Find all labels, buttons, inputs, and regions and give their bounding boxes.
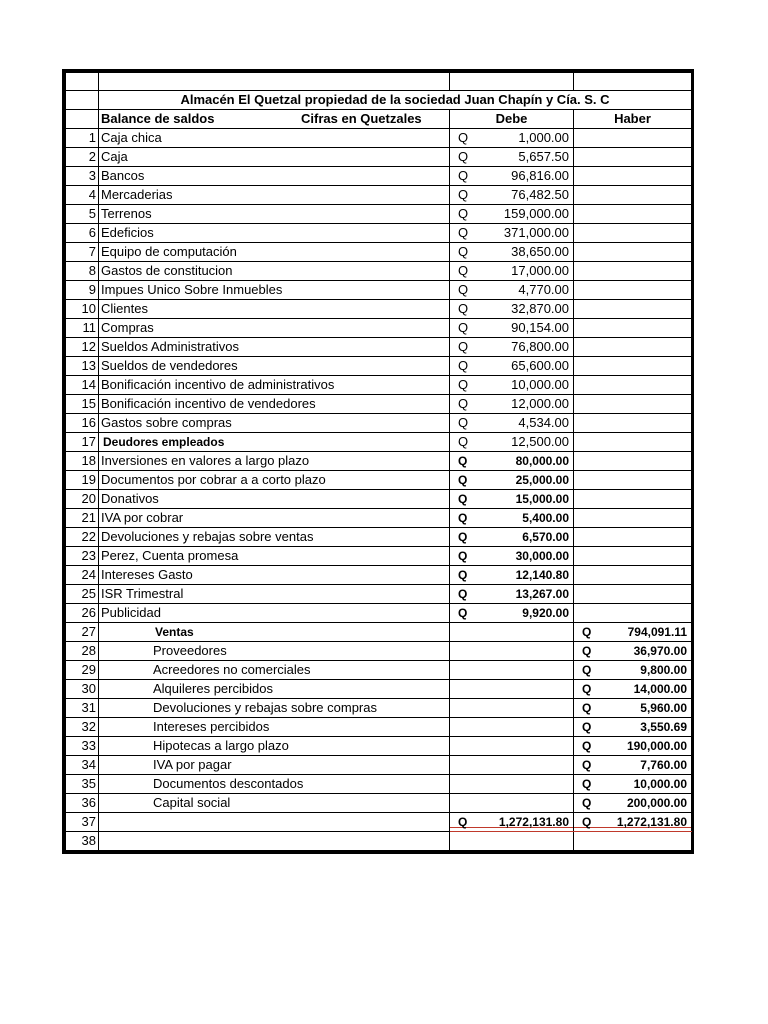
currency-symbol: Q bbox=[458, 168, 469, 184]
debit-row bbox=[66, 604, 692, 623]
empty-cell[interactable] bbox=[574, 414, 692, 433]
row-number[interactable]: 5 bbox=[66, 205, 99, 224]
currency-symbol: Q bbox=[458, 815, 468, 830]
empty-cell[interactable] bbox=[574, 186, 692, 205]
currency-symbol: Q bbox=[458, 206, 469, 222]
row-number[interactable]: 25 bbox=[66, 585, 99, 604]
empty-cell[interactable] bbox=[450, 718, 574, 737]
amount-cell[interactable] bbox=[450, 585, 574, 604]
account-name[interactable]: Deudores empleados bbox=[99, 433, 450, 452]
amount-value: 12,500.00 bbox=[511, 434, 569, 450]
debit-row bbox=[66, 414, 692, 433]
empty-cell[interactable] bbox=[450, 737, 574, 756]
header-subtitle: Cifras en Quetzales bbox=[301, 111, 422, 127]
empty-cell[interactable] bbox=[574, 433, 692, 452]
credit-row bbox=[66, 642, 692, 661]
row-number[interactable]: 35 bbox=[66, 775, 99, 794]
amount-cell[interactable] bbox=[450, 186, 574, 205]
debit-row bbox=[66, 585, 692, 604]
account-name[interactable]: Caja chica bbox=[99, 129, 450, 148]
currency-symbol: Q bbox=[458, 339, 469, 355]
row-number[interactable]: 12 bbox=[66, 338, 99, 357]
debit-row bbox=[66, 433, 692, 452]
row-number[interactable]: 20 bbox=[66, 490, 99, 509]
currency-symbol: Q bbox=[458, 282, 469, 298]
currency-symbol: Q bbox=[582, 701, 592, 716]
amount-cell[interactable] bbox=[450, 813, 574, 832]
row-number[interactable]: 19 bbox=[66, 471, 99, 490]
empty-cell[interactable] bbox=[450, 756, 574, 775]
debit-row bbox=[66, 319, 692, 338]
amount-cell[interactable] bbox=[450, 414, 574, 433]
account-name[interactable]: Gastos sobre compras bbox=[99, 414, 450, 433]
currency-symbol: Q bbox=[458, 549, 468, 564]
row-number[interactable]: 9 bbox=[66, 281, 99, 300]
debit-row bbox=[66, 300, 692, 319]
amount-cell[interactable] bbox=[450, 243, 574, 262]
empty-cell[interactable] bbox=[574, 148, 692, 167]
balance-sheet bbox=[62, 69, 694, 854]
currency-symbol: Q bbox=[458, 415, 469, 431]
amount-value: 9,800.00 bbox=[640, 663, 687, 678]
header-debe[interactable]: Debe bbox=[450, 110, 574, 129]
account-name[interactable]: Terrenos bbox=[99, 205, 450, 224]
currency-symbol: Q bbox=[458, 377, 469, 393]
account-name[interactable]: Mercaderias bbox=[99, 186, 450, 205]
currency-symbol: Q bbox=[582, 796, 592, 811]
empty-cell[interactable] bbox=[574, 490, 692, 509]
account-name[interactable]: ISR Trimestral bbox=[99, 585, 450, 604]
amount-value: 13,267.00 bbox=[515, 587, 569, 602]
row-number[interactable]: 2 bbox=[66, 148, 99, 167]
amount-cell[interactable] bbox=[450, 547, 574, 566]
account-name[interactable]: Edeficios bbox=[99, 224, 450, 243]
account-name[interactable]: Capital social bbox=[99, 794, 450, 813]
empty-cell[interactable] bbox=[450, 775, 574, 794]
amount-cell[interactable] bbox=[450, 471, 574, 490]
amount-cell[interactable] bbox=[450, 262, 574, 281]
amount-value: 1,272,131.80 bbox=[498, 815, 569, 830]
credit-row bbox=[66, 718, 692, 737]
amount-value: 159,000.00 bbox=[503, 206, 569, 222]
account-name[interactable]: Bonificación incentivo de administrativos bbox=[99, 376, 450, 395]
empty-cell[interactable] bbox=[99, 832, 450, 851]
debit-row bbox=[66, 224, 692, 243]
credit-row bbox=[66, 623, 692, 642]
amount-value: 96,816.00 bbox=[511, 168, 569, 184]
amount-cell[interactable] bbox=[574, 718, 692, 737]
account-name[interactable]: Ventas bbox=[99, 623, 450, 642]
empty-cell[interactable] bbox=[574, 300, 692, 319]
amount-value: 12,000.00 bbox=[511, 396, 569, 412]
row-number[interactable]: 18 bbox=[66, 452, 99, 471]
amount-cell[interactable] bbox=[574, 775, 692, 794]
amount-cell[interactable] bbox=[450, 376, 574, 395]
credit-row bbox=[66, 680, 692, 699]
account-name[interactable]: Acreedores no comerciales bbox=[99, 661, 450, 680]
currency-symbol: Q bbox=[582, 758, 592, 773]
credit-row bbox=[66, 794, 692, 813]
empty-cell[interactable] bbox=[574, 585, 692, 604]
empty-cell[interactable] bbox=[574, 566, 692, 585]
currency-symbol: Q bbox=[458, 454, 468, 469]
currency-symbol: Q bbox=[458, 320, 469, 336]
account-name[interactable]: Equipo de computación bbox=[99, 243, 450, 262]
amount-cell[interactable] bbox=[450, 300, 574, 319]
amount-cell[interactable] bbox=[450, 509, 574, 528]
debit-row bbox=[66, 566, 692, 585]
amount-value: 4,534.00 bbox=[518, 415, 569, 431]
amount-cell[interactable] bbox=[574, 737, 692, 756]
row-number[interactable]: 13 bbox=[66, 357, 99, 376]
debit-row bbox=[66, 547, 692, 566]
row-number[interactable]: 26 bbox=[66, 604, 99, 623]
account-name[interactable]: Proveedores bbox=[99, 642, 450, 661]
debit-row bbox=[66, 528, 692, 547]
amount-cell[interactable] bbox=[574, 642, 692, 661]
empty-cell[interactable] bbox=[574, 243, 692, 262]
amount-cell[interactable] bbox=[450, 528, 574, 547]
amount-cell[interactable] bbox=[450, 129, 574, 148]
row-number[interactable]: 27 bbox=[66, 623, 99, 642]
row-number[interactable]: 17 bbox=[66, 433, 99, 452]
account-name[interactable]: Publicidad bbox=[99, 604, 450, 623]
empty-cell[interactable] bbox=[450, 680, 574, 699]
amount-value: 371,000.00 bbox=[503, 225, 569, 241]
amount-cell[interactable] bbox=[450, 224, 574, 243]
currency-symbol: Q bbox=[458, 606, 468, 621]
account-name[interactable]: Caja bbox=[99, 148, 450, 167]
currency-symbol: Q bbox=[582, 777, 592, 792]
account-name[interactable]: Clientes bbox=[99, 300, 450, 319]
empty-cell[interactable] bbox=[574, 224, 692, 243]
debit-row bbox=[66, 490, 692, 509]
total-row bbox=[66, 813, 692, 832]
amount-value: 90,154.00 bbox=[511, 320, 569, 336]
amount-value: 200,000.00 bbox=[626, 796, 687, 811]
amount-value: 76,482.50 bbox=[511, 187, 569, 203]
empty-cell[interactable] bbox=[450, 623, 574, 642]
row-number[interactable]: 32 bbox=[66, 718, 99, 737]
row-number[interactable]: 6 bbox=[66, 224, 99, 243]
currency-symbol: Q bbox=[582, 720, 592, 735]
empty-cell[interactable] bbox=[574, 338, 692, 357]
row-number[interactable]: 31 bbox=[66, 699, 99, 718]
account-name[interactable]: Perez, Cuenta promesa bbox=[99, 547, 450, 566]
currency-symbol: Q bbox=[458, 358, 469, 374]
empty-cell[interactable] bbox=[574, 547, 692, 566]
account-name[interactable]: Sueldos de vendedores bbox=[99, 357, 450, 376]
currency-symbol: Q bbox=[582, 739, 592, 754]
header-cell[interactable] bbox=[99, 110, 450, 129]
currency-symbol: Q bbox=[458, 301, 469, 317]
empty-cell[interactable] bbox=[574, 376, 692, 395]
debit-row bbox=[66, 205, 692, 224]
credit-row bbox=[66, 699, 692, 718]
account-name[interactable]: Inversiones en valores a largo plazo bbox=[99, 452, 450, 471]
amount-cell[interactable] bbox=[574, 623, 692, 642]
row-number[interactable]: 34 bbox=[66, 756, 99, 775]
currency-symbol: Q bbox=[582, 815, 592, 830]
amount-value: 17,000.00 bbox=[511, 263, 569, 279]
currency-symbol: Q bbox=[582, 682, 592, 697]
row-number[interactable]: 23 bbox=[66, 547, 99, 566]
currency-symbol: Q bbox=[458, 434, 469, 450]
header-row bbox=[66, 110, 692, 129]
amount-cell[interactable] bbox=[450, 452, 574, 471]
amount-value: 5,960.00 bbox=[640, 701, 687, 716]
row-number[interactable]: 38 bbox=[66, 832, 99, 851]
amount-value: 65,600.00 bbox=[511, 358, 569, 374]
amount-cell[interactable] bbox=[450, 395, 574, 414]
amount-cell[interactable] bbox=[450, 319, 574, 338]
row-number[interactable]: 11 bbox=[66, 319, 99, 338]
row-number[interactable]: 29 bbox=[66, 661, 99, 680]
amount-value: 32,870.00 bbox=[511, 301, 569, 317]
debit-row bbox=[66, 167, 692, 186]
currency-symbol: Q bbox=[582, 625, 592, 640]
debit-row bbox=[66, 243, 692, 262]
empty-cell[interactable] bbox=[574, 205, 692, 224]
amount-cell[interactable] bbox=[574, 813, 692, 832]
account-name[interactable]: Alquileres percibidos bbox=[99, 680, 450, 699]
row-number[interactable]: 15 bbox=[66, 395, 99, 414]
title-row bbox=[66, 91, 692, 110]
amount-cell[interactable] bbox=[574, 699, 692, 718]
currency-symbol: Q bbox=[458, 530, 468, 545]
empty-cell[interactable] bbox=[450, 699, 574, 718]
account-name[interactable]: Compras bbox=[99, 319, 450, 338]
row-number[interactable]: 4 bbox=[66, 186, 99, 205]
credit-row bbox=[66, 737, 692, 756]
amount-value: 794,091.11 bbox=[627, 625, 687, 640]
amount-value: 190,000.00 bbox=[626, 739, 687, 754]
credit-row bbox=[66, 661, 692, 680]
amount-cell[interactable] bbox=[450, 338, 574, 357]
empty-cell[interactable] bbox=[450, 642, 574, 661]
account-name[interactable]: Intereses percibidos bbox=[99, 718, 450, 737]
row-number[interactable]: 28 bbox=[66, 642, 99, 661]
empty-cell[interactable] bbox=[574, 509, 692, 528]
amount-value: 30,000.00 bbox=[515, 549, 569, 564]
blank-top-row bbox=[66, 73, 692, 91]
row-number[interactable]: 14 bbox=[66, 376, 99, 395]
currency-symbol: Q bbox=[458, 587, 468, 602]
empty-cell[interactable] bbox=[99, 813, 450, 832]
amount-value: 7,760.00 bbox=[640, 758, 687, 773]
currency-symbol: Q bbox=[458, 511, 468, 526]
account-name[interactable]: IVA por pagar bbox=[99, 756, 450, 775]
empty-cell[interactable] bbox=[574, 129, 692, 148]
row-number[interactable]: 8 bbox=[66, 262, 99, 281]
amount-value: 5,657.50 bbox=[518, 149, 569, 165]
empty-cell[interactable] bbox=[574, 832, 692, 851]
amount-value: 80,000.00 bbox=[515, 454, 569, 469]
amount-cell[interactable] bbox=[450, 357, 574, 376]
amount-cell[interactable] bbox=[574, 756, 692, 775]
currency-symbol: Q bbox=[582, 663, 592, 678]
account-name[interactable]: IVA por cobrar bbox=[99, 509, 450, 528]
empty-cell[interactable] bbox=[450, 794, 574, 813]
empty-cell[interactable] bbox=[574, 262, 692, 281]
row-number[interactable]: 37 bbox=[66, 813, 99, 832]
amount-cell[interactable] bbox=[450, 167, 574, 186]
header-label: Balance de saldos bbox=[101, 111, 215, 127]
account-name[interactable]: Documentos descontados bbox=[99, 775, 450, 794]
debit-row bbox=[66, 357, 692, 376]
amount-value: 38,650.00 bbox=[511, 244, 569, 260]
currency-symbol: Q bbox=[458, 263, 469, 279]
amount-cell[interactable] bbox=[450, 604, 574, 623]
debit-row bbox=[66, 509, 692, 528]
amount-value: 1,000.00 bbox=[518, 130, 569, 146]
amount-cell[interactable] bbox=[450, 281, 574, 300]
account-name[interactable]: Devoluciones y rebajas sobre compras bbox=[99, 699, 450, 718]
amount-value: 9,920.00 bbox=[522, 606, 569, 621]
account-name[interactable]: Documentos por cobrar a a corto plazo bbox=[99, 471, 450, 490]
header-haber[interactable]: Haber bbox=[574, 110, 692, 129]
empty-cell[interactable] bbox=[574, 471, 692, 490]
debit-row bbox=[66, 186, 692, 205]
empty-cell[interactable] bbox=[574, 281, 692, 300]
empty-cell[interactable] bbox=[574, 167, 692, 186]
empty-cell[interactable] bbox=[574, 319, 692, 338]
row-number[interactable]: 1 bbox=[66, 129, 99, 148]
debit-row bbox=[66, 129, 692, 148]
currency-symbol: Q bbox=[458, 244, 469, 260]
amount-value: 36,970.00 bbox=[633, 644, 687, 659]
account-name[interactable]: Intereses Gasto bbox=[99, 566, 450, 585]
debit-row bbox=[66, 148, 692, 167]
currency-symbol: Q bbox=[458, 149, 469, 165]
sheet-title[interactable]: Almacén El Quetzal propiedad de la sociedad Juan Chapín y Cía. S. C bbox=[99, 91, 692, 110]
amount-cell[interactable] bbox=[450, 566, 574, 585]
amount-value: 4,770.00 bbox=[518, 282, 569, 298]
debit-row bbox=[66, 281, 692, 300]
debit-row bbox=[66, 452, 692, 471]
row-number[interactable]: 30 bbox=[66, 680, 99, 699]
amount-value: 12,140.80 bbox=[515, 568, 569, 583]
account-name[interactable]: Sueldos Administrativos bbox=[99, 338, 450, 357]
amount-cell[interactable] bbox=[574, 794, 692, 813]
empty-cell[interactable] bbox=[574, 357, 692, 376]
account-name[interactable]: Donativos bbox=[99, 490, 450, 509]
amount-value: 5,400.00 bbox=[522, 511, 569, 526]
amount-value: 15,000.00 bbox=[515, 492, 569, 507]
debit-row bbox=[66, 395, 692, 414]
debit-row bbox=[66, 471, 692, 490]
empty-cell[interactable] bbox=[574, 604, 692, 623]
account-name[interactable]: Bonificación incentivo de vendedores bbox=[99, 395, 450, 414]
empty-cell[interactable] bbox=[574, 452, 692, 471]
row-number[interactable]: 21 bbox=[66, 509, 99, 528]
currency-symbol: Q bbox=[458, 396, 469, 412]
row-number[interactable]: 10 bbox=[66, 300, 99, 319]
amount-value: 10,000.00 bbox=[633, 777, 687, 792]
amount-cell[interactable] bbox=[450, 148, 574, 167]
empty-cell[interactable] bbox=[574, 528, 692, 547]
amount-value: 14,000.00 bbox=[633, 682, 687, 697]
currency-symbol: Q bbox=[458, 187, 469, 203]
currency-symbol: Q bbox=[458, 568, 468, 583]
amount-cell[interactable] bbox=[450, 490, 574, 509]
row-number[interactable]: 36 bbox=[66, 794, 99, 813]
empty-row bbox=[66, 832, 692, 851]
empty-cell[interactable] bbox=[450, 661, 574, 680]
amount-cell[interactable] bbox=[450, 433, 574, 452]
amount-cell[interactable] bbox=[450, 205, 574, 224]
debit-row bbox=[66, 376, 692, 395]
empty-cell[interactable] bbox=[450, 832, 574, 851]
empty-cell[interactable] bbox=[574, 395, 692, 414]
account-name[interactable]: Devoluciones y rebajas sobre ventas bbox=[99, 528, 450, 547]
row-number[interactable]: 7 bbox=[66, 243, 99, 262]
amount-cell[interactable] bbox=[574, 680, 692, 699]
row-number[interactable]: 16 bbox=[66, 414, 99, 433]
balance-table bbox=[65, 72, 692, 851]
row-number[interactable]: 33 bbox=[66, 737, 99, 756]
amount-cell[interactable] bbox=[574, 661, 692, 680]
currency-symbol: Q bbox=[458, 130, 469, 146]
amount-value: 25,000.00 bbox=[515, 473, 569, 488]
amount-value: 76,800.00 bbox=[511, 339, 569, 355]
account-name[interactable]: Bancos bbox=[99, 167, 450, 186]
account-name[interactable]: Gastos de constitucion bbox=[99, 262, 450, 281]
currency-symbol: Q bbox=[458, 492, 468, 507]
currency-symbol: Q bbox=[458, 473, 468, 488]
amount-value: 10,000.00 bbox=[511, 377, 569, 393]
amount-value: 3,550.69 bbox=[640, 720, 687, 735]
credit-row bbox=[66, 775, 692, 794]
row-number[interactable]: 22 bbox=[66, 528, 99, 547]
debit-row bbox=[66, 338, 692, 357]
amount-value: 1,272,131.80 bbox=[616, 815, 687, 830]
row-number[interactable]: 3 bbox=[66, 167, 99, 186]
account-name[interactable]: Impues Unico Sobre Inmuebles bbox=[99, 281, 450, 300]
credit-row bbox=[66, 756, 692, 775]
account-name[interactable]: Hipotecas a largo plazo bbox=[99, 737, 450, 756]
currency-symbol: Q bbox=[458, 225, 469, 241]
currency-symbol: Q bbox=[582, 644, 592, 659]
amount-value: 6,570.00 bbox=[522, 530, 569, 545]
debit-row bbox=[66, 262, 692, 281]
row-number[interactable]: 24 bbox=[66, 566, 99, 585]
